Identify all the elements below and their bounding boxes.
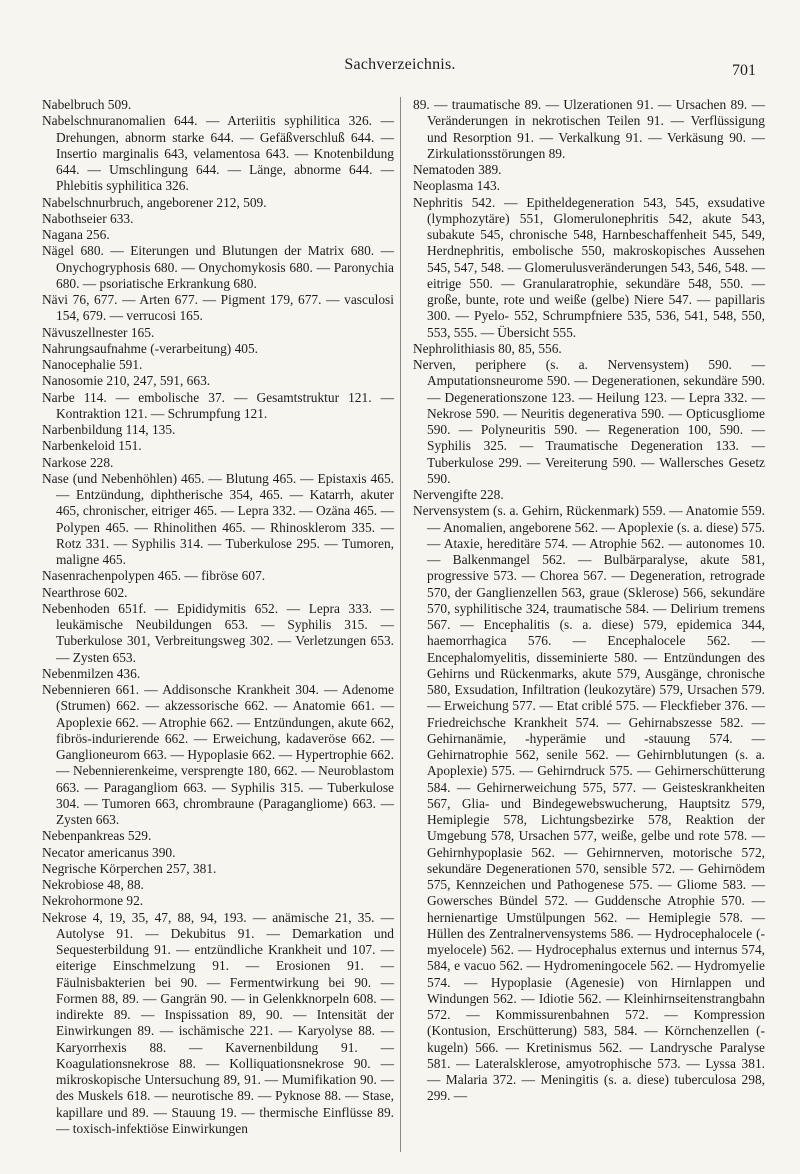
index-entry: Nanosomie 210, 247, 591, 663. xyxy=(42,373,211,389)
index-entry: Nanocephalie 591. xyxy=(42,357,143,372)
index-entry: Nabelschnurbruch, angeborener 212, 509. xyxy=(42,194,267,210)
index-entry: Narbe 114. — embolische 37. — Gesamtstruktur 121. — Kontraktion 121. — Schrumpfung 121. xyxy=(42,389,394,421)
index-entry: Narbenbildung 114, 135. xyxy=(42,422,176,437)
index-entry: Narkose 228. xyxy=(42,454,114,470)
index-column-right xyxy=(413,97,765,1105)
index-entry: Nävuszellnester 165. xyxy=(42,324,155,340)
running-head: Sachverzeichnis. xyxy=(344,56,456,73)
index-entry: Nagana 256. xyxy=(42,227,110,242)
index-entry: Nägel 680. — Eiterungen und Blutungen der Matrix 680. — Onychogryphosis 680. — Onychomykosis 680. — Paronychia 680. — psoriatische Erkrankung 680. xyxy=(42,243,394,291)
index-entry: Narbenkeloid 151. xyxy=(42,438,142,454)
index-entry: Nekrohormone 92. xyxy=(42,893,144,909)
index-entry: Nebenmilzen 436. xyxy=(42,665,141,681)
index-entry: Neoplasma 143. xyxy=(413,178,501,194)
index-entry: Nearthrose 602. xyxy=(42,584,128,600)
index-entry: Nasenrachenpolypen 465. — fibröse 607. xyxy=(42,568,266,584)
index-entry: Nervensystem (s. a. Gehirn, Rückenmark) 559. — Anatomie 559. — Anomalien, angeborene 562. — Apoplexie (s. a. diese) 575. — Ataxie, hereditäre 574. — Atrophie 562. — autonomes 10. — Balkenmangel 562. — Bulbärparalyse, akute 581, progressive 573. — Chorea 567. — Degeneration, retrograde 570, der Ganglienzellen 563, graue (Sklerose) 566, sekundäre 570, syphilitische 324, traumatische 584. — Delirium tremens 567. — Encephalitis (s. a. diese) 579, epidemica 344, haemorrhagica 576. — Encephalocele 562. — Encephalomyelitis, disseminierte 580. — Entzündungen des Gehirns und Rückenmarks, akute 579, Ausgänge, chronische 580, Exsudation, Infiltration (leukozytäre) 579, Ursachen 579. — Erweichung 577. — Etat criblé 575. — Fleckfieber 376. — Friedreichsche Krankheit 574. — Gehirnabszesse 582. — Gehirnanämie, -hyperämie und -stauung 574. — Gehirnatrophie 562, senile 562. — Gehirnblutungen (s. a. Apoplexie) 575. — Gehirndruck 575. — Gehirnerschütterung 584. — Gehirnerweichung 575, 577. — Geisteskrankheiten 567, Glia- und Bindegewebswucherung, Hauptsitz 579, Hemiplegie 578, Lichtungsbezirke 578, Reaktion der Umgebung 578, Ursachen 577, weiße, gelbe und rote 578. — Gehirnhypoplasie 562. — Gehirnnerven, motorische 572, sekundäre Degenerationen 570, sensible 572. — Gehirnödem 575, Kennzeichen und Pathogenese 575. — Gliome 583. — Gowersches Bündel 572. — Guddensche Atrophie 570. — hernienartige Umstülpungen 562. — Hemiplegie 578. — Hüllen des Zentralnervensystems 586. — Hydrocephalocele (-myelocele) 562. — Hydrocephalus externus und internus 574, 584, e vacuo 562. — Hydromeningocele 562. — Hydromyelie 574. — Hypoplasie (Agenesie) von Hirnlappen und Windungen 562. — Idiotie 562. — Kleinhirnseitenstrangbahn 572. — Kommissurenbahnen 572. — Kompression (Kontusion, Erschütterung) 583, 584. — Körnchenzellen (-kugeln) 566. — Kretinismus 562. — Landrysche Paralyse 581. — Lateralsklerose, amyotrophische 573. — Lyssa 381. — Malaria 372. — Meningitis (s. a. diese) tuberculosa 298, 299. — xyxy=(413,503,765,1104)
index-entry: Nävi 76, 677. — Arten 677. — Pigment 179, 677. — vasculosi 154, 679. — verrucosi 165. xyxy=(42,292,394,324)
index-entry: Nabelschnuranomalien 644. — Arteriitis syphilitica 326. — Drehungen, abnorm starke 644. — Gefäßverschluß 644. — Insertio marginalis 643, velamentosa 643. — Knotenbildung 644. — Umschlingung 644. — Länge, abnorme 644. — Phlebitis syphilitica 326. xyxy=(42,113,394,194)
index-entry: Nephrolithiasis 80, 85, 556. xyxy=(413,340,562,356)
index-column-left xyxy=(42,97,394,1137)
page-number: 701 xyxy=(732,62,756,79)
index-entry: Nematoden 389. xyxy=(413,162,502,177)
index-entry: Nabothseier 633. xyxy=(42,210,134,226)
index-entry: Nabelbruch 509. xyxy=(42,97,132,112)
index-entry: Nebenpankreas 529. xyxy=(42,828,152,844)
index-entry: Nervengifte 228. xyxy=(413,487,504,502)
index-entry: 89. — traumatische 89. — Ulzerationen 91. — Ursachen 89. — Veränderungen in nekrotischen Teilen 91. — Verflüssigung und Resorption 91. — Verkalkung 91. — Verkäsung 90. — Zirkulationsstörungen 89. xyxy=(413,97,765,161)
index-entry: Nekrobiose 48, 88. xyxy=(42,877,144,892)
index-entry: Necator americanus 390. xyxy=(42,844,176,860)
column-divider xyxy=(400,97,401,1152)
index-entry: Nephritis 542. — Epitheldegeneration 543, 545, exsudative (lymphozytäre) 551, Glomerulonephritis 542, akute 543, subakute 545, chronische 548, Harnbeschaffenheit 545, 549, Herdnephritis, embolische 550, makroskopisches Aussehen 545, 547, 548. — Glomerulusveränderungen 543, 546, 548. — eitrige 550. — Granularatrophie, sekundäre 548, 550. — große, bunte, rote und weiße (gelbe) Niere 547. — papillaris 300. — Pyelo- 552, Schrumpfniere 535, 536, 541, 548, 550, 553, 555. — Übersicht 555. xyxy=(413,194,765,340)
index-entry: Nekrose 4, 19, 35, 47, 88, 94, 193. — anämische 21, 35. — Autolyse 91. — Dekubitus 91. — Demarkation und Sequesterbildung 91. — entzündliche Krankheit und 107. — eiterige Einschmelzung 91. — Erosionen 91. — Fäulnisbakterien bei 90. — Fermentwirkung bei 90. — Formen 88, 89. — Gangrän 90. — in Gelenkknorpeln 608. — indirekte 89. — Inspissation 89, 90. — Intensität der Einwirkungen 89. — ischämische 221. — Karyolyse 88. — Karyorrhexis 88. — Kavernenbildung 91. — Koagulationsnekrose 88. — Kolliquationsnekrose 90. — mikroskopische Untersuchung 89, 91. — Mumifikation 90. — des Muskels 618. — neurotische 89. — Pyknose 88. — Stase, kapillare und 89. — Stauung 19. — thermische Einflüsse 89. — toxisch-infektiöse Einwirkungen xyxy=(42,909,394,1136)
index-entry: Negrische Körperchen 257, 381. xyxy=(42,860,217,876)
index-entry: Nebennieren 661. — Addisonsche Krankheit 304. — Adenome (Strumen) 662. — akzessorische 662. — Anatomie 661. — Apoplexie 662. — Atrophie 662. — Entzündungen, akute 662, fibrös-indurierende 662. — Erweichung, kadaveröse 662. — Ganglioneurom 663. — Hypoplasie 662. — Hypertrophie 662. — Nebennierenkeime, versprengte 180, 662. — Neuroblastom 663. — Paragangliom 663. — Syphilis 315. — Tuberkulose 304. — Tumoren 663, chrombraune (Paragangliome) 663. — Zysten 663. xyxy=(42,682,394,827)
index-entry: Nahrungsaufnahme (-verarbeitung) 405. xyxy=(42,340,259,356)
index-entry: Nebenhoden 651f. — Epididymitis 652. — Lepra 333. — leukämische Neubildungen 653. — Syphilis 315. — Tuberkulose 301, Verbreitungsweg 302. — Verletzungen 653. — Zysten 653. xyxy=(42,600,394,665)
index-entry: Nerven, periphere (s. a. Nervensystem) 590. — Amputationsneurome 590. — Degenerationen, sekundäre 590. — Degenerationszone 123. — Heilung 123. — Lepra 332. — Nekrose 590. — Neuritis degenerativa 590. — Opticusgliome 590. — Polyneuritis 590. — Regeneration 100, 590. — Syphilis 325. — Traumatische Degeneration 133. — Tuberkulose 299. — Vereiterung 590. — Wallersches Gesetz 590. xyxy=(413,357,765,486)
index-entry: Nase (und Nebenhöhlen) 465. — Blutung 465. — Epistaxis 465. — Entzündung, diphtherische 354, 465. — Katarrh, akuter 465, chronischer, eitriger 465. — Lepra 332. — Ozäna 465. — Polypen 465. — Rhinolithen 465. — Rhinosklerom 335. — Rotz 331. — Syphilis 314. — Tuberkulose 295. — Tumoren, maligne 465. xyxy=(42,470,394,567)
